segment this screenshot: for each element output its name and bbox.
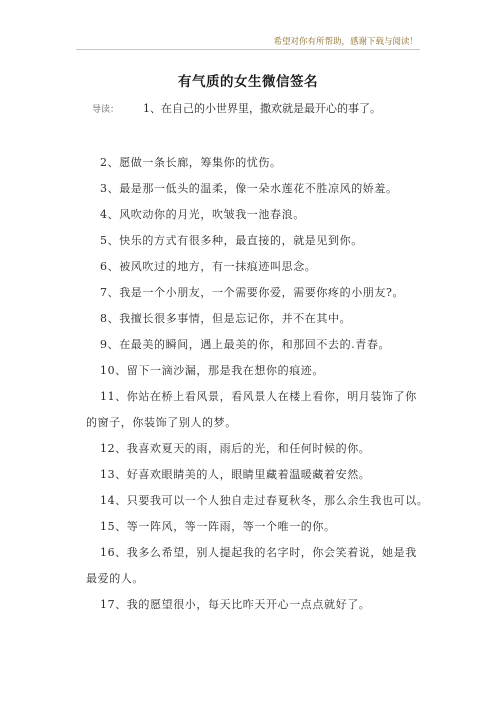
list-item: 9、在最美的瞬间，遇上最美的你，和那回不去的.青春。 [100,338,391,351]
header-note: 希望对你有所帮助，感谢下载与阅读！ [273,37,418,47]
list-item: 12、我喜欢夏天的雨，雨后的光，和任何时候的你。 [100,442,371,455]
document-title: 有气质的女生微信签名 [178,74,318,90]
signature-list [86,150,429,618]
list-item: 13、好喜欢眼睛美的人，眼睛里藏着温暖藏着安然。 [100,468,371,481]
list-item: 11、你站在桥上看风景，看风景人在楼上看你，明月装饰了你的窗子，你装饰了别人的梦。 [86,390,417,429]
list-item: 16、我多么希望，别人提起我的名字时，你会笑着说，她是我最爱的人。 [86,546,417,585]
intro-label: 导读： [92,105,120,115]
list-item: 14、只要我可以一个人独自走过春夏秋冬，那么余生我也可以。 [100,494,429,507]
intro-text: 1、在自己的小世界里，撒欢就是最开心的事了。 [143,102,381,115]
list-item: 4、风吹动你的月光，吹皱我一池春浪。 [100,208,305,221]
list-item: 7、我是一个小朋友，一个需要你爱，需要你疼的小朋友?。 [100,286,405,299]
intro-paragraph [92,101,426,118]
list-item: 15、等一阵风，等一阵雨，等一个唯一的你。 [100,520,336,533]
list-item: 5、快乐的方式有很多种，最直接的，就是见到你。 [100,234,363,247]
list-item: 3、最是那一低头的温柔，像一朵水莲花不胜凉风的娇羞。 [100,182,398,195]
list-item: 2、愿做一条长廊，筹集你的忧伤。 [100,156,282,169]
list-item: 8、我擅长很多事情，但是忘记你，并不在其中。 [100,312,352,325]
list-item: 17、我的愿望很小，每天比昨天开心一点点就好了。 [100,598,371,611]
list-item: 6、被风吹过的地方，有一抹痕迹叫思念。 [100,260,317,273]
list-item: 10、留下一滴沙漏，那是我在想你的痕迹。 [100,364,324,377]
header-divider [76,49,420,50]
